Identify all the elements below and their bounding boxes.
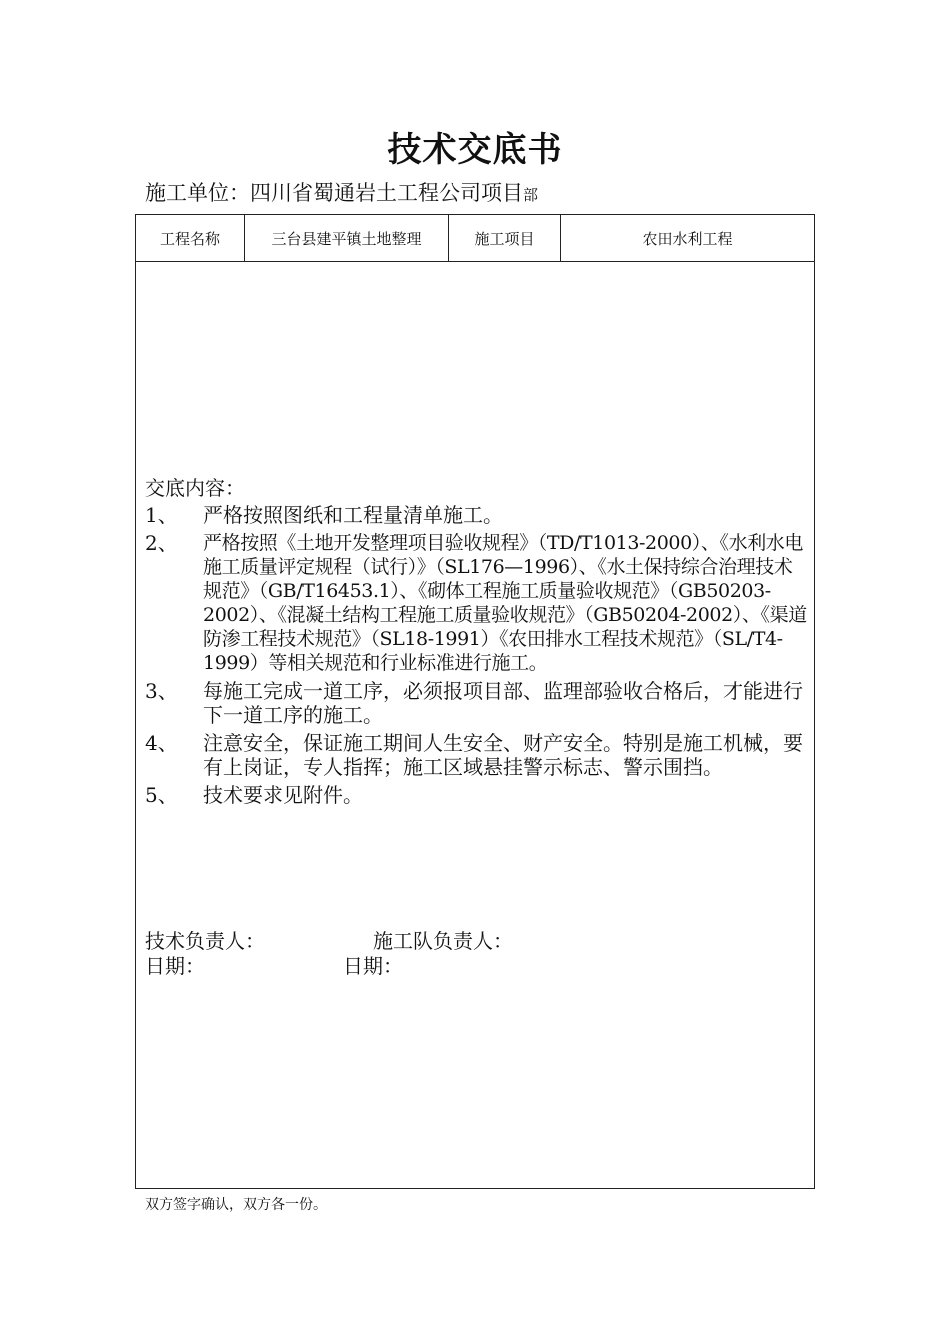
item-text: 技术要求见附件。 [203,783,363,807]
disclosure-content [145,475,810,811]
tech-lead-label: 技术负责人： [145,929,265,953]
date-label-team: 日期： [343,954,403,978]
item-text: 严格按照《土地开发整理项目验收规程》（TD/T1013-2000）、《水利水电施工质量评定规程（试行）》（SL176—1996）、《水土保持综合治理技术规范》（GB/T16453.1）、《砌体工程施工质量验收规范》（GB50203-2002）、《混凝土结构工程施工质量验收规范》（GB50204-2002）、《渠道防渗工程技术规范》（SL18-1991）《农田排水工程技术规范》（SL/T4-1999）等相关规范和行业标准进行施工。 [203,532,807,674]
project-name-label: 工程名称 [136,215,245,261]
list-item [145,531,810,675]
item-number: 2、 [145,531,178,555]
header-row [136,215,814,262]
document-title: 技术交底书 [387,130,563,170]
date-label-tech: 日期： [145,954,205,978]
content-heading: 交底内容： [145,476,245,500]
item-text: 每施工完成一道工序，必须报项目部、监理部验收合格后，才能进行下一道工序的施工。 [203,679,803,727]
disclosure-form [135,214,815,1189]
list-item [145,679,810,727]
list-item [145,783,810,807]
construction-unit-text: 施工单位：四川省蜀通岩土工程公司项目 [145,181,523,205]
signature-block [145,929,805,979]
footer-note: 双方签字确认，双方各一份。 [145,1197,327,1213]
construction-item-label: 施工项目 [449,215,561,261]
team-lead-label: 施工队负责人： [373,929,513,953]
construction-item-value: 农田水利工程 [642,229,733,248]
item-number: 5、 [145,783,178,807]
list-item [145,731,810,779]
list-item [145,503,810,527]
signature-row [145,929,805,954]
date-row [145,954,805,979]
construction-unit-suffix: 部 [523,186,539,204]
construction-unit-line [145,177,538,207]
item-number: 4、 [145,731,178,755]
item-number: 1、 [145,503,178,527]
item-text: 注意安全，保证施工期间人生安全、财产安全。特别是施工机械，要有上岗证，专人指挥；施工区域悬挂警示标志、警示围挡。 [203,731,803,779]
project-name-value: 三台县建平镇土地整理 [245,215,449,261]
item-text: 严格按照图纸和工程量清单施工。 [203,503,503,527]
item-number: 3、 [145,679,178,703]
